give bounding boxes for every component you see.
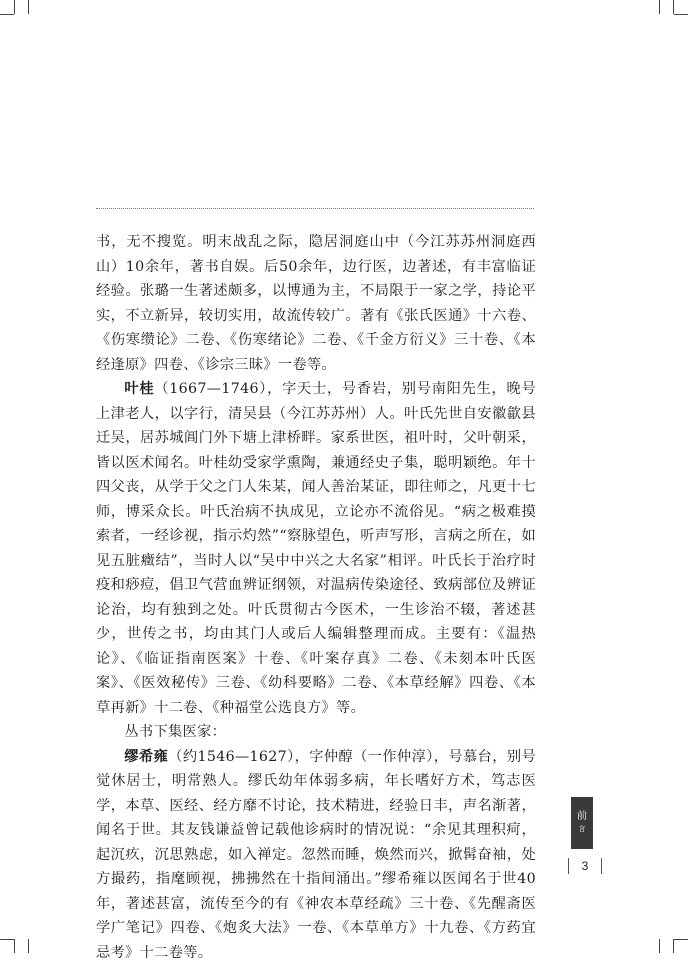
paragraph-zhang-lu-cont [96,230,536,377]
crop-mark-bottom-left [14,939,15,953]
physician-name: 叶桂 [124,381,154,397]
paragraph-text: （1667—1746），字天士，号香岩，别号南阳先生，晚号上津老人，以字行，清吴县（今江苏苏州）人。叶氏先世自安徽歙县迁吴，居苏城阊门外下塘上津桥畔。家系世医，祖叶时，父叶朝采，皆以医术闻名。叶桂幼受家学熏陶，兼通经史子集，聪明颖绝。年十四父丧，从学于父之门人朱某，闻人善治某证，即往师之，凡更十七师，博采众长。叶氏治病不执成见，立论亦不流俗见。“病之极难摸索者，一经诊视，指示灼然”“察脉望色，听声写形，言病之所在，如见五脏癥结”，当时人以“吴中中兴之大名家”相评。叶氏长于治疗时疫和痧痘，倡卫气营血辨证纲领，对温病传染途径、致病部位及辨证论治，均有独到之处。叶氏贯彻古今医术，一生诊治不辍，著述甚少，世传之书，均由其门人或后人编辑整理而成。主要有：《温热论》、《临证指南医案》十卷、《叶案存真》二卷、《未刻本叶氏医案》、《医效秘传》三卷、《幼科要略》二卷、《本草经解》四卷、《本草再新》十二卷、《种福堂公选良方》等。 [96,381,536,716]
crop-mark-bottom-right-h [674,939,688,940]
crop-mark-top-right-h [674,14,688,15]
crop-mark-bottom-left-2 [28,939,29,953]
paragraph-text: 丛书下集医家： [124,724,226,740]
body-text [96,230,536,965]
side-tab-char: 言 [579,823,586,835]
crop-mark-bottom-right-2 [659,939,660,953]
physician-name: 缪希雍 [124,749,168,765]
page-number-bar-right [601,858,602,874]
page-number: 3 [568,858,602,874]
header-dotted-rule [96,208,534,209]
crop-mark-top-right [673,0,674,14]
paragraph-ye-gui [96,377,536,720]
paragraph-section-intro [96,720,536,745]
crop-mark-top-left-h [0,14,14,15]
paragraph-miao-xiyong [96,745,536,965]
crop-mark-top-right-2 [659,0,660,14]
crop-mark-top-left [14,0,15,14]
paragraph-text: （约1546—1627），字仲醇（一作仲淳），号慕台，别号觉休居士，明常熟人。缪氏幼年体弱多病，年长嗜好方术，笃志医学，本草、医经、经方靡不讨论，技术精进，经验日丰，声名渐著，闻名于世。其友钱谦益曾记载他诊病时的情况说：“余见其理积疴，起沉疚，沉思熟虑，如入禅定。忽然而睡，焕然而兴，掀髯奋袖，处方撮药，指麾顾视，拂拂然在十指间涌出。”缪希雍以医闻名于世40年，著述甚富，流传至今的有《神农本草经疏》三十卷、《先醒斋医学广笔记》四卷、《炮炙大法》一卷、《本草单方》十九卷、《方药宜忌考》十二卷等。 [96,749,536,961]
crop-mark-bottom-left-h [0,939,14,940]
paragraph-text: 书，无不搜览。明末战乱之际，隐居洞庭山中（今江苏苏州洞庭西山）10余年，著书自娱。后50余年，边行医，边著述，有丰富临证经验。张璐一生著述颇多，以博通为主，不局限于一家之学，持论平实，不立新异，较切实用，故流传较广。著有《张氏医通》十六卷、《伤寒缵论》二卷、《伤寒绪论》二卷、《千金方衍义》三十卷、《本经逢原》四卷、《诊宗三昧》一卷等。 [96,234,536,373]
side-tab-char: 前 [577,811,587,823]
crop-mark-bottom-right [673,939,674,953]
chapter-side-tab [571,797,593,849]
crop-mark-top-left-2 [28,0,29,14]
